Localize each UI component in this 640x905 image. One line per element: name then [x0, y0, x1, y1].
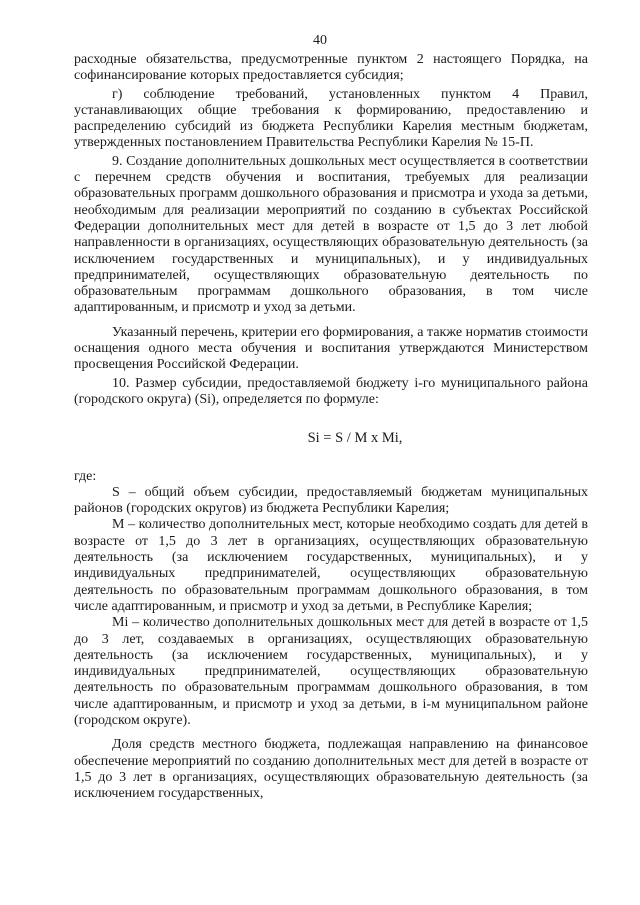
- paragraph-10: 10. Размер субсидии, предоставляемой бюджету i-го муниципального района (городского округа) (Si), определяется по формуле:: [74, 375, 588, 407]
- subsidy-formula: Si = S / M x Mi,: [307, 430, 403, 447]
- where-label: где:: [74, 468, 97, 484]
- paragraph-continuation: расходные обязательства, предусмотренные пунктом 2 настоящего Порядка, на софинансирование которых предоставляется субсидия;: [74, 52, 588, 84]
- paragraph-item-g: г) соблюдение требований, установленных пунктом 4 Правил, устанавливающих общие требования к формированию, предоставлению и распределению субсидий из бюджета Республики Карелия местным бюджетам, утвержденных постановлением Правительства Республики Карелия № 15-П.: [74, 86, 588, 151]
- definition-mi: Mi – количество дополнительных дошкольных мест для детей в возрасте от 1,5 до 3 лет, создаваемых в организациях, осуществляющих образовательную деятельность (за исключением государственных, муниципальных), и у индивидуальных предпринимателей, осуществляющих образовательную деятельность по образовательным программам дошкольного образования, в том числе адаптированным, и присмотр и уход за детьми, в i-м муниципальном районе (городском округе).: [74, 615, 588, 728]
- page-number: 40: [313, 33, 327, 48]
- definition-m: M – количество дополнительных мест, которые необходимо создать для детей в возрасте от 1,5 до 3 лет в организациях, осуществляющих образовательную деятельность (за исключением государственных, муниципальных), и у индивидуальных предпринимателей, осуществляющих образовательную деятельность по образовательным программам дошкольного образования, в том числе адаптированным, и присмотр и уход за детьми, в Республике Карелия;: [74, 517, 588, 614]
- document-body: [74, 52, 588, 802]
- paragraph-list-criteria: Указанный перечень, критерии его формирования, а также норматив стоимости оснащения одного места обучения и воспитания утверждаются Министерством просвещения Российской Федерации.: [74, 324, 588, 373]
- paragraph-local-budget-share: Доля средств местного бюджета, подлежащая направлению на финансовое обеспечение мероприятий по созданию дополнительных мест для детей в возрасте от 1,5 до 3 лет в организациях, осуществляющих образовательную деятельность (за исключением государственных,: [74, 737, 588, 802]
- paragraph-9: 9. Создание дополнительных дошкольных мест осуществляется в соответствии с перечнем средств обучения и воспитания, требуемых для реализации образовательных программ дошкольного образования и присмотра и ухода за детьми, необходимым для реализации мероприятий по созданию в субъектах Российской Федерации дополнительных мест для детей в возрасте от 1,5 до 3 лет любой направленности в организациях, осуществляющих образовательную деятельность (за исключением государственных и муниципальных), и у индивидуальных предпринимателей, осуществляющих образовательную деятельность по образовательным программам дошкольного образования, в том числе адаптированным, и присмотр и уход за детьми.: [74, 153, 588, 316]
- definition-s: S – общий объем субсидии, предоставляемый бюджетам муниципальных районов (городских округов) из бюджета Республики Карелия;: [74, 484, 588, 517]
